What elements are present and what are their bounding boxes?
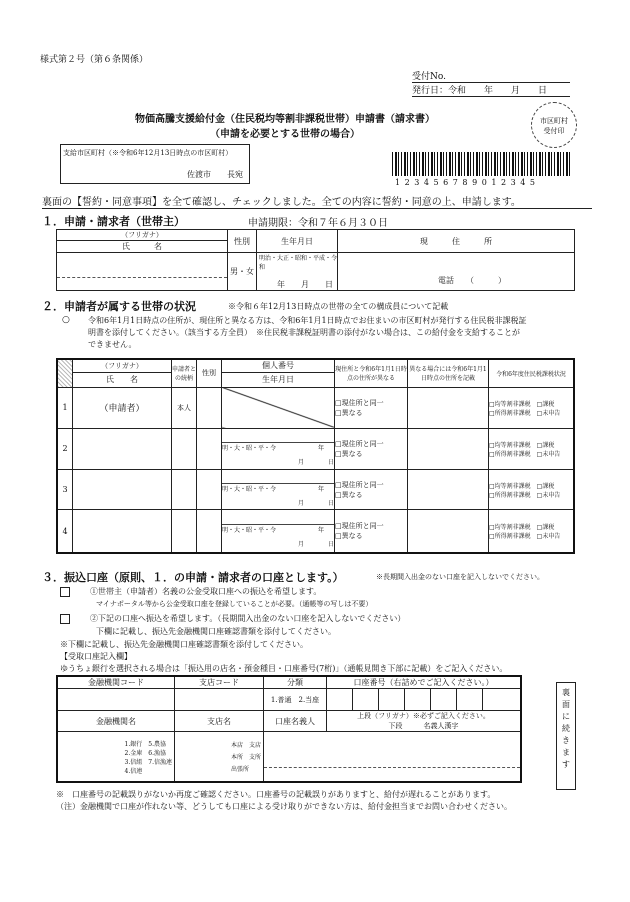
- row-relation[interactable]: 本人: [172, 387, 197, 428]
- account-digit[interactable]: [482, 689, 521, 711]
- col-same-addr: 現住所と令和6年1月1日時点の住所が異なる: [335, 359, 408, 387]
- col-sex: 性別: [197, 359, 222, 387]
- account-digit[interactable]: [430, 689, 456, 711]
- household-table: [56, 358, 575, 554]
- row-name[interactable]: [73, 510, 172, 553]
- row-old-address[interactable]: [408, 428, 489, 469]
- row-name[interactable]: （申請者）: [73, 387, 172, 428]
- hatched-corner: [57, 359, 73, 387]
- row-old-address[interactable]: [408, 469, 489, 510]
- applicant-table: [56, 229, 575, 291]
- row-addr-check[interactable]: □現住所と同一 □異なる: [335, 428, 408, 469]
- footer-note-1: ※ 口座番号の記載誤りがないか再度ご確認ください。口座番号の記載誤りがありますと、給付が遅れることがあります。: [56, 790, 496, 799]
- gender-select[interactable]: 男・女: [228, 253, 257, 291]
- row-sex[interactable]: [197, 469, 222, 510]
- reception-stamp: 市区町村 受付印: [531, 102, 577, 148]
- footer-note-2: （注）金融機関で口座が作れない等、どうしても口座による受け取りができない方は、給付金担当までお問い合わせください。: [56, 802, 512, 811]
- holder-name-input[interactable]: [264, 732, 522, 782]
- branch-code-label: 支店コード: [175, 676, 264, 689]
- instruction-3: できません。: [88, 340, 137, 349]
- section2-note: ※令和６年12月13日時点の世帯の全ての構成員について記載: [228, 302, 449, 311]
- branch-code-input[interactable]: [175, 689, 264, 711]
- row-sex[interactable]: [197, 510, 222, 553]
- bank-code-label: 金融機関コード: [57, 676, 175, 689]
- row-sex[interactable]: [197, 387, 222, 428]
- table-row: [57, 428, 574, 469]
- row-name[interactable]: [73, 428, 172, 469]
- col-status: 令和6年度住民税課税状況: [489, 359, 575, 387]
- receipt-number: 受付No.: [412, 69, 570, 83]
- row-number: 2: [57, 428, 73, 469]
- col-relation: 申請者との続柄: [172, 359, 197, 387]
- row-number: 3: [57, 469, 73, 510]
- row-addr-check[interactable]: □現住所と同一 □異なる: [335, 510, 408, 553]
- row-addr-check[interactable]: □現住所と同一 □異なる: [335, 469, 408, 510]
- instruction-2: 明書を添付してください。（該当する方全員） ※住民税非課税証明書の添付がない場合は、この給付金を支給することが: [88, 328, 520, 337]
- furigana-label: （フリガナ）: [57, 230, 228, 241]
- col-diff-addr: 異なる場合には令和6年1月1日時点の住所を記載: [408, 359, 489, 387]
- holder-header: 上段（フリガナ）※必ずご記入ください。 下段 名義人漢字: [327, 711, 522, 732]
- account-digit[interactable]: [378, 689, 404, 711]
- sex-label: 性別: [228, 230, 257, 253]
- col-indiv: 個人番号: [222, 359, 335, 372]
- table-row: [57, 510, 574, 553]
- name-input[interactable]: [57, 253, 228, 291]
- form-subtitle: （申請を必要とする世帯の場合）: [210, 129, 360, 140]
- instruction-1: 令和6年1月1日時点の住所が、現住所と異なる方は、令和6年1月1日時点でお住まいの市区町村が発行する住民税非課税証: [88, 316, 527, 325]
- birth-label: 生年月日: [257, 230, 338, 253]
- section2-heading: ２．申請者が属する世帯の状況: [42, 300, 196, 313]
- account-digit[interactable]: [352, 689, 378, 711]
- section3-note: ※長期間入出金のない口座を記入しないでください。: [376, 573, 544, 581]
- municipality-box[interactable]: 支給市区町村（※令和6年12月13日時点の市区町村） 佐渡市 長宛: [60, 144, 250, 184]
- row-birth[interactable]: 明・大・昭・平・令 年 月 日: [222, 428, 335, 469]
- row-relation[interactable]: [172, 510, 197, 553]
- option1-checkbox[interactable]: [60, 587, 70, 597]
- account-digit[interactable]: [327, 689, 353, 711]
- barcode: [392, 152, 572, 176]
- branch-name-input[interactable]: 本店 支店 本所 支所 出張所: [175, 732, 264, 782]
- row-tax-status[interactable]: □均等割非課税 □課税 □所得割非課税 □未申告: [489, 469, 575, 510]
- account-digit[interactable]: [456, 689, 482, 711]
- table-row: [57, 387, 574, 428]
- deadline: 申請期限：令和７年６月３０日: [248, 218, 388, 229]
- row-tax-status[interactable]: □均等割非課税 □課税 □所得割非課税 □未申告: [489, 387, 575, 428]
- option2-sub: 下欄に記載し、振込先金融機関口座確認書類を添付してください。: [96, 627, 336, 636]
- category-label: 分類: [264, 676, 327, 689]
- bank-name-label: 金融機関名: [57, 711, 175, 732]
- row-relation[interactable]: [172, 469, 197, 510]
- row-number: 1: [57, 387, 73, 428]
- address-label: 現 住 所: [338, 230, 575, 253]
- row-tax-status[interactable]: □均等割非課税 □課税 □所得割非課税 □未申告: [489, 510, 575, 553]
- consent-notice: 裏面の【誓約・同意事項】を全て確認し、チェックしました。全ての内容に誓約・同意の上、申請します。: [42, 193, 592, 209]
- row-relation[interactable]: [172, 428, 197, 469]
- form-title: 物価高騰支援給付金（住民税均等割非課税世帯）申請書（請求書）: [135, 114, 435, 125]
- address-input[interactable]: 電話 （ ）: [338, 253, 575, 291]
- account-number-label: 口座番号（右詰めでご記入ください。）: [327, 676, 522, 689]
- account-type-select[interactable]: 1.普通 2.当座: [264, 689, 327, 711]
- bank-name-input[interactable]: 1.銀行 5.農協 2.金庫 6.漁協 3.信組 7.信漁連 4.信連: [57, 732, 175, 782]
- section1-heading: １．申請・請求者（世帯主）: [42, 215, 185, 228]
- note-below: ※下欄に記載し、振込先金融機関口座確認書類を添付してください。: [60, 640, 308, 649]
- bank-account-table: [56, 675, 522, 783]
- branch-name-label: 支店名: [175, 711, 264, 732]
- circle-mark: ○: [62, 315, 70, 325]
- row-birth[interactable]: 明・大・昭・平・令 年 月 日: [222, 469, 335, 510]
- row-name[interactable]: [73, 469, 172, 510]
- row-sex[interactable]: [197, 428, 222, 469]
- option1-sub: マイナポータル等から公金受取口座を登録していることが必要。（通帳等の写しは不要）: [96, 600, 373, 608]
- option2-checkbox[interactable]: [60, 614, 70, 624]
- account-section-label: 【受取口座記入欄】: [60, 652, 132, 661]
- form-number: 様式第２号（第６条関係）: [40, 55, 149, 65]
- issue-date: 発行日：令和 年 月 日: [412, 83, 570, 97]
- account-digit[interactable]: [404, 689, 430, 711]
- option2-label: ②下記の口座へ振込を希望します。（長期間入出金のない口座を記入しないでください）: [90, 614, 406, 623]
- birth-input[interactable]: 明治・大正・昭和・平成・令和 年 月 日: [257, 253, 338, 291]
- row-indiv-struck: [222, 387, 335, 428]
- table-row: [57, 469, 574, 510]
- barcode-number: 1 2 3 4 5 6 7 8 9 0 1 2 3 4 5: [395, 178, 536, 187]
- col-name: 氏 名: [73, 372, 172, 387]
- col-birth: 生年月日: [222, 372, 335, 387]
- bank-code-input[interactable]: [57, 689, 175, 711]
- yucho-note: ゆうちょ銀行を選択される場合は「振込用の店名・預金種目・口座番号(7桁)」（通帳見開き下部に記載）をご記入ください。: [60, 664, 508, 673]
- row-number: 4: [57, 510, 73, 553]
- option1-label: ①世帯主（申請者）名義の公金受取口座への振込を希望します。: [90, 587, 322, 596]
- row-birth[interactable]: 明・大・昭・平・令 年 月 日: [222, 510, 335, 553]
- row-old-address[interactable]: [408, 387, 489, 428]
- continued-on-back: 裏面に続きます: [556, 682, 576, 790]
- holder-label: 口座名義人: [264, 711, 327, 732]
- col-furigana: （フリガナ）: [73, 359, 172, 372]
- section3-heading: ３．振込口座（原則、１．の申請・請求者の口座とします。）: [42, 571, 344, 584]
- row-addr-check[interactable]: □現住所と同一 □異なる: [335, 387, 408, 428]
- name-label: 氏 名: [57, 241, 228, 253]
- row-tax-status[interactable]: □均等割非課税 □課税 □所得割非課税 □未申告: [489, 428, 575, 469]
- row-old-address[interactable]: [408, 510, 489, 553]
